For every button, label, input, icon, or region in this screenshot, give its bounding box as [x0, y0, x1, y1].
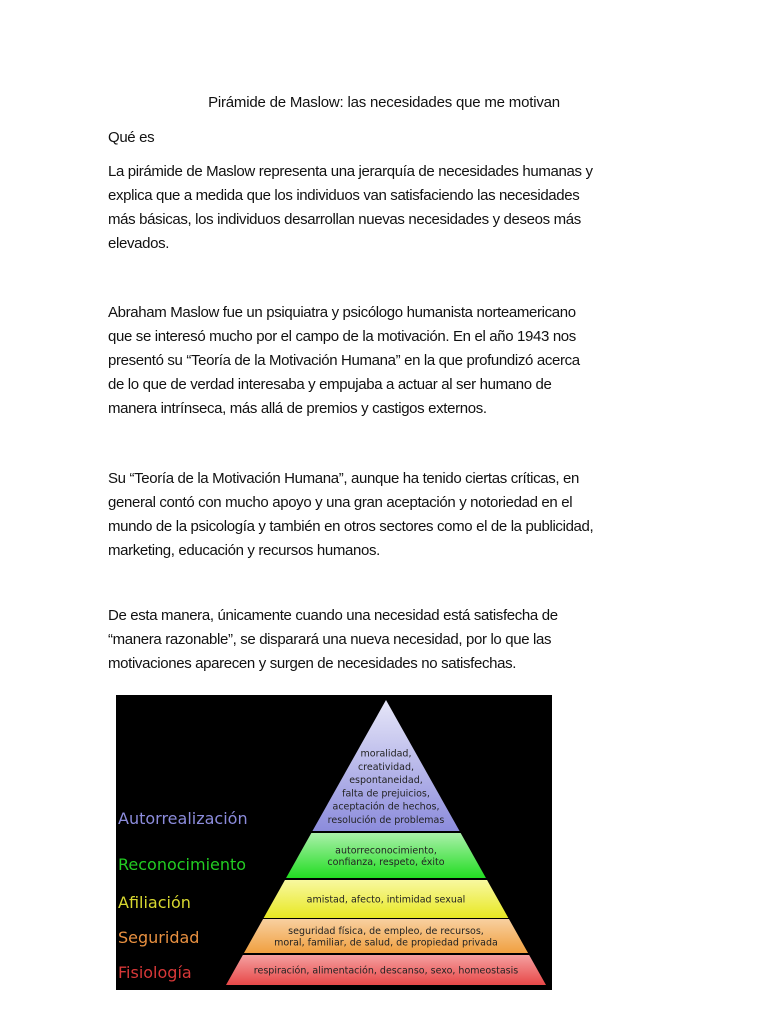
paragraph-line: marketing, educación y recursos humanos. — [108, 542, 380, 559]
level-self-actualization-text: falta de prejuicios, — [342, 788, 430, 800]
level-esteem-text: confianza, respeto, éxito — [327, 856, 445, 868]
level-self-actualization-text: creatividad, — [357, 761, 415, 773]
paragraph-conclusion — [108, 604, 558, 676]
level-safety-text: moral, familiar, de salud, de propiedad privada — [274, 937, 498, 949]
paragraph-line: mundo de la psicología y también en otros sectores como el de la publicidad, — [108, 518, 594, 535]
paragraph-line: elevados. — [108, 235, 170, 252]
paragraph-intro — [108, 160, 593, 256]
paragraph-maslow — [108, 301, 580, 421]
paragraph-line: Su “Teoría de la Motivación Humana”, aunque ha tenido ciertas críticas, en — [108, 470, 580, 487]
level-self-actualization-text: espontaneidad, — [349, 775, 423, 787]
paragraph-line: más básicas, los individuos desarrollan nuevas necesidades y deseos más — [108, 211, 581, 228]
heading-text: Qué es — [108, 129, 155, 146]
level-self-actualization-text: aceptación de hechos, — [332, 801, 440, 813]
paragraph-line: presentó su “Teoría de la Motivación Humana” en la que profundizó acerca — [108, 352, 580, 369]
section-heading — [108, 126, 154, 150]
level-belonging-text: amistad, afecto, intimidad sexual — [306, 894, 466, 906]
paragraph-theory — [108, 467, 593, 563]
paragraph-line: de lo que de verdad interesaba y empujaba a actuar al ser humano de — [108, 376, 552, 393]
maslow-pyramid-image — [116, 695, 552, 990]
level-physiological-label: Fisiología — [118, 963, 192, 982]
level-esteem-text: autorreconocimiento, — [335, 845, 437, 857]
level-self-actualization-text: resolución de problemas — [327, 815, 445, 826]
level-self-actualization-text: moralidad, — [360, 748, 412, 760]
paragraph-line: La pirámide de Maslow representa una jerarquía de necesidades humanas y — [108, 163, 593, 180]
paragraph-line: manera intrínseca, más allá de premios y castigos externos. — [108, 400, 487, 417]
paragraph-line: explica que a medida que los individuos van satisfaciendo las necesidades — [108, 187, 580, 204]
document-title: Pirámide de Maslow: las necesidades que me motivan — [208, 94, 560, 111]
paragraph-line: “manera razonable”, se disparará una nueva necesidad, por lo que las — [108, 631, 552, 648]
level-belonging-label: Afiliación — [118, 893, 191, 912]
paragraph-line: general contó con mucho apoyo y una gran aceptación y notoriedad en el — [108, 494, 573, 511]
level-self-actualization-label: Autorrealización — [118, 809, 248, 828]
level-safety-text: seguridad física, de empleo, de recursos, — [288, 925, 484, 937]
paragraph-line: Abraham Maslow fue un psiquiatra y psicólogo humanista norteamericano — [108, 304, 576, 321]
paragraph-line: que se interesó mucho por el campo de la motivación. En el año 1943 nos — [108, 328, 576, 345]
level-esteem-label: Reconocimiento — [118, 855, 247, 874]
paragraph-line: motivaciones aparecen y surgen de necesidades no satisfechas. — [108, 655, 517, 672]
level-physiological-text: respiración, alimentación, descanso, sexo, homeostasis — [253, 965, 519, 977]
paragraph-line: De esta manera, únicamente cuando una necesidad está satisfecha de — [108, 607, 558, 624]
level-safety-label: Seguridad — [118, 928, 200, 947]
